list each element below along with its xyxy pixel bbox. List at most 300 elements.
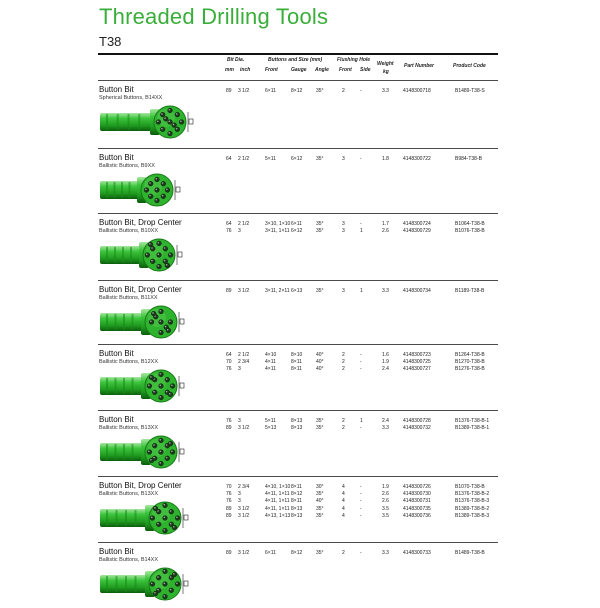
cell-flush-front: 2	[342, 418, 345, 424]
cell-gauge-buttons: 6×13	[291, 288, 303, 294]
bit-flute	[132, 444, 134, 460]
cell-angle: 35°	[316, 505, 324, 512]
section-description: Ballistic Buttons, B12XX	[99, 359, 159, 365]
carbide-button-shine	[176, 583, 178, 585]
carbide-button	[172, 525, 177, 530]
cell-product-code: B1076-T38-B	[455, 228, 485, 235]
cell-part-number: 4148300733	[403, 550, 431, 556]
cell-flush-front: 3	[342, 288, 345, 294]
col-header-front: Front	[265, 67, 278, 73]
table-row	[98, 513, 498, 520]
carbide-button-shine	[173, 526, 175, 528]
bit-flute	[106, 576, 108, 592]
carbide-button-shine	[157, 589, 159, 591]
cell-front-buttons: 4×11, 1×11	[265, 498, 290, 505]
carbide-button-shine	[173, 124, 175, 126]
section-description: Ballistic Buttons, B13XX	[99, 491, 159, 497]
carbide-button-shine	[153, 444, 155, 446]
carbide-button-shine	[171, 451, 173, 453]
cell-weight: 3.3	[382, 425, 389, 432]
carbide-button	[168, 253, 173, 258]
carbide-button	[165, 188, 170, 193]
cell-flush-side: 1	[360, 418, 363, 424]
section-description: Ballistic Buttons, B14XX	[99, 557, 159, 563]
carbide-button-shine	[153, 391, 155, 393]
cell-weight: 2.4	[382, 418, 389, 424]
bit-flute	[135, 576, 137, 592]
carbide-button-shine	[151, 260, 153, 262]
carbide-button	[166, 328, 171, 333]
bit-flute	[116, 576, 118, 592]
cell-front-buttons: 4×13, 1×13	[265, 512, 291, 519]
table-row	[98, 156, 498, 163]
col-header-inch: inch	[240, 67, 251, 73]
carbide-button	[163, 116, 168, 121]
cell-angle: 40°	[316, 366, 324, 373]
table-row	[98, 352, 498, 359]
section-divider	[98, 280, 498, 281]
cell-part-number: 4148300728	[403, 418, 431, 424]
cell-part-number: 4148300724	[403, 221, 431, 227]
section-divider	[98, 476, 498, 477]
bit-head-highlight	[152, 571, 170, 589]
cell-weight: 2.6	[382, 228, 389, 235]
carbide-button	[163, 246, 168, 251]
cell-flush-side: -	[360, 359, 362, 366]
table-row	[98, 228, 498, 235]
cell-part-number: 4148300723	[403, 352, 431, 358]
cell-flush-side: -	[360, 352, 362, 358]
bit-flute	[117, 114, 119, 130]
bit-illustration	[98, 172, 198, 208]
carbide-button-shine	[146, 254, 148, 256]
bit-flute	[125, 576, 127, 592]
cell-weight: 1.7	[382, 221, 389, 227]
cell-flush-front: 3	[342, 228, 345, 235]
carbide-button-shine	[151, 247, 153, 249]
cell-bit-dia-inch: 3 1/2	[238, 88, 250, 94]
carbide-button	[160, 127, 165, 132]
cell-gauge-buttons: 8×12	[291, 550, 303, 556]
cell-angle: 35°	[316, 221, 324, 227]
carbide-button-shine	[169, 254, 171, 256]
carbide-button	[168, 120, 173, 125]
bit-flute	[114, 247, 116, 263]
product-section	[98, 344, 498, 410]
cell-bit-dia-mm: 76	[226, 366, 232, 373]
carbide-button	[159, 395, 164, 400]
section-title: Button Bit	[99, 547, 134, 556]
bit-flute	[106, 444, 108, 460]
carbide-button-shine	[160, 462, 162, 464]
bit-flute	[123, 314, 125, 330]
carbide-button-shine	[166, 378, 168, 380]
diameter-marker-box	[178, 252, 182, 257]
cell-bit-dia-mm: 89	[226, 88, 232, 94]
cell-angle: 30°	[316, 484, 324, 490]
bit-flute	[122, 247, 124, 263]
col-header-flushing-hole: Flushing Hole	[337, 57, 371, 63]
cell-weight: 1.9	[382, 359, 389, 366]
table-row	[98, 366, 498, 373]
cell-front-buttons: 6×11	[265, 550, 276, 556]
cell-flush-front: 2	[342, 88, 345, 94]
drill-bit-image	[98, 304, 198, 340]
carbide-button-shine	[164, 570, 166, 572]
col-header-kg: kg	[383, 69, 389, 75]
cell-angle: 35°	[316, 156, 324, 162]
carbide-button-shine	[157, 576, 159, 578]
table-row	[98, 88, 498, 95]
bit-illustration	[98, 566, 198, 602]
bit-head-highlight	[148, 439, 166, 457]
carbide-button-shine	[149, 195, 151, 197]
bit-flute	[121, 182, 123, 198]
cell-front-buttons: 3×10, 1×10	[265, 221, 291, 227]
cell-flush-front: 2	[342, 352, 345, 358]
product-section	[98, 280, 498, 346]
cell-flush-side: -	[360, 484, 362, 490]
carbide-button-shine	[156, 189, 158, 191]
cell-product-code: B1389-T38-B-2	[455, 505, 490, 512]
cell-front-buttons: 4×11, 1×11	[265, 491, 290, 498]
bit-flute	[115, 444, 117, 460]
carbide-button	[170, 450, 175, 455]
cell-part-number: 4148300734	[403, 288, 431, 294]
cell-bit-dia-inch: 3 1/2	[238, 425, 250, 432]
cell-bit-dia-inch: 3	[238, 491, 241, 498]
cell-bit-dia-inch: 3 1/2	[238, 512, 250, 519]
col-header-bit-dia: Bit Dia.	[227, 57, 245, 63]
cell-front-buttons: 5×11	[265, 156, 276, 162]
carbide-button	[149, 458, 154, 463]
section-divider	[98, 344, 498, 345]
cell-product-code: B1276-T38-B	[455, 366, 485, 373]
cell-gauge-buttons: 8×13	[291, 512, 303, 519]
carbide-button	[159, 461, 164, 466]
carbide-button-shine	[169, 393, 171, 395]
bit-flute	[106, 314, 108, 330]
cell-bit-dia-mm: 76	[226, 498, 232, 505]
cell-flush-front: 2	[342, 425, 345, 432]
bit-illustration	[98, 104, 198, 140]
cell-flush-side: -	[360, 88, 362, 94]
section-title: Button Bit, Drop Center	[99, 218, 182, 227]
carbide-button-shine	[151, 583, 153, 585]
cell-angle: 35°	[316, 288, 324, 294]
cell-front-buttons: 4×10	[265, 352, 277, 358]
cell-bit-dia-mm: 64	[226, 156, 232, 162]
bit-flute	[132, 378, 134, 394]
cell-product-code: B1389-T38-B-3	[455, 512, 490, 519]
cell-angle: 40°	[316, 359, 324, 366]
section-description: Ballistic Buttons, B13XX	[99, 425, 159, 431]
carbide-button-shine	[169, 109, 171, 111]
carbide-button	[165, 263, 170, 268]
section-description: Ballistic Buttons, B9XX	[99, 163, 155, 169]
carbide-button	[149, 375, 154, 380]
product-section	[98, 148, 498, 214]
carbide-button-shine	[169, 321, 171, 323]
cell-front-buttons: 3×11, 2×11	[265, 288, 290, 294]
carbide-button	[163, 569, 168, 574]
carbide-button	[151, 311, 156, 316]
section-description: Ballistic Buttons, B10XX	[99, 228, 159, 234]
carbide-button	[165, 377, 170, 382]
cell-product-code: B1264-T38-B	[455, 352, 485, 358]
section-divider	[98, 80, 498, 81]
carbide-button-shine	[173, 573, 175, 575]
cell-part-number: 4148300727	[403, 366, 431, 373]
carbide-button	[163, 582, 168, 587]
cell-part-number: 4148300736	[403, 512, 431, 519]
carbide-button-shine	[164, 117, 166, 119]
cell-flush-side: -	[360, 498, 362, 505]
bit-illustration	[98, 368, 198, 404]
section-description: Ballistic Buttons, B11XX	[99, 295, 158, 301]
bit-flute	[132, 314, 134, 330]
carbide-button	[159, 330, 164, 335]
cell-product-code: B1489-T38-S	[455, 88, 485, 94]
carbide-button	[155, 188, 160, 193]
bit-flute	[115, 314, 117, 330]
cell-flush-side: 1	[360, 228, 363, 235]
carbide-button	[153, 591, 158, 596]
carbide-button	[159, 320, 164, 325]
bit-flute	[138, 114, 140, 130]
carbide-button	[161, 194, 166, 199]
carbide-button-shine	[164, 583, 166, 585]
carbide-button	[168, 131, 173, 136]
cell-flush-side: -	[360, 491, 362, 498]
cell-gauge-buttons: 8×13	[291, 418, 303, 424]
cell-bit-dia-inch: 3	[238, 228, 241, 235]
section-title: Button Bit	[99, 85, 134, 94]
carbide-button-shine	[166, 189, 168, 191]
cell-flush-front: 3	[342, 156, 345, 162]
carbide-button-shine	[176, 128, 178, 130]
carbide-button-shine	[160, 385, 162, 387]
product-section	[98, 213, 498, 279]
cell-bit-dia-inch: 3	[238, 366, 241, 373]
carbide-button-shine	[154, 592, 156, 594]
carbide-button-shine	[164, 260, 166, 262]
bit-flute	[106, 247, 108, 263]
cell-angle: 35°	[316, 418, 324, 424]
carbide-button-shine	[150, 459, 152, 461]
drill-bit-image	[98, 104, 198, 140]
cell-weight: 3.3	[382, 550, 389, 556]
carbide-button	[155, 177, 160, 182]
cell-weight: 2.4	[382, 366, 389, 373]
bit-flute	[128, 114, 130, 130]
cell-product-code: B1064-T38-B	[455, 221, 485, 227]
carbide-button-shine	[158, 254, 160, 256]
carbide-button-shine	[148, 451, 150, 453]
carbide-button-shine	[160, 396, 162, 398]
cell-gauge-buttons: 8×10	[291, 352, 303, 358]
table-row	[98, 418, 498, 425]
section-title: Button Bit, Drop Center	[99, 285, 182, 294]
carbide-button-shine	[164, 529, 166, 531]
bit-flute	[114, 182, 116, 198]
carbide-button	[145, 253, 150, 258]
carbide-button-shine	[157, 121, 159, 123]
carbide-button	[165, 456, 170, 461]
carbide-button	[159, 384, 164, 389]
carbide-button-shine	[169, 442, 171, 444]
cell-product-code: B1376-T38-B-1	[455, 418, 490, 424]
cell-flush-front: 4	[342, 505, 345, 512]
carbide-button	[148, 181, 153, 186]
bit-illustration	[98, 304, 198, 340]
cell-flush-side: -	[360, 221, 362, 227]
cell-angle: 35°	[316, 550, 324, 556]
section-title: Button Bit	[99, 349, 134, 358]
cell-angle: 40°	[316, 352, 324, 358]
carbide-button	[157, 241, 162, 246]
carbide-button	[148, 194, 153, 199]
cell-weight: 2.6	[382, 491, 389, 498]
bit-flute	[123, 444, 125, 460]
drill-bit-image	[98, 434, 198, 470]
cell-bit-dia-mm: 70	[226, 359, 232, 366]
cell-bit-dia-inch: 3 1/2	[238, 550, 250, 556]
cell-flush-side: -	[360, 505, 362, 512]
carbide-button	[170, 384, 175, 389]
col-header-weight: Weight	[377, 61, 394, 67]
cell-weight: 3.3	[382, 88, 389, 94]
product-section	[98, 476, 498, 542]
carbide-button	[168, 320, 173, 325]
cell-bit-dia-inch: 2 3/4	[238, 359, 250, 366]
cell-gauge-buttons: 8×11	[291, 484, 302, 490]
bit-flute	[106, 114, 108, 130]
carbide-button	[160, 112, 165, 117]
carbide-button-shine	[164, 247, 166, 249]
cell-bit-dia-inch: 2 1/2	[238, 156, 250, 162]
cell-bit-dia-mm: 76	[226, 418, 232, 424]
carbide-button-shine	[160, 310, 162, 312]
cell-front-buttons: 6×11	[265, 88, 276, 94]
cell-part-number: 4148300725	[403, 359, 431, 366]
bit-flute	[115, 378, 117, 394]
cell-flush-front: 2	[342, 550, 345, 556]
carbide-button	[159, 438, 164, 443]
table-row	[98, 221, 498, 228]
cell-weight: 1.6	[382, 352, 389, 358]
carbide-button-shine	[158, 242, 160, 244]
cell-angle: 35°	[316, 425, 324, 432]
carbide-button	[157, 264, 162, 269]
carbide-button-shine	[160, 451, 162, 453]
diameter-marker-box	[180, 319, 184, 324]
carbide-button-shine	[166, 264, 168, 266]
carbide-button	[149, 320, 154, 325]
cell-weight: 1.9	[382, 484, 389, 490]
carbide-button-shine	[162, 182, 164, 184]
carbide-button-shine	[148, 385, 150, 387]
cell-weight: 3.5	[382, 505, 389, 512]
carbide-button-shine	[169, 132, 171, 134]
cell-bit-dia-inch: 2 1/2	[238, 221, 250, 227]
carbide-button-shine	[166, 457, 168, 459]
carbide-button-shine	[176, 113, 178, 115]
carbide-button-shine	[169, 121, 171, 123]
cell-angle: 35°	[316, 88, 324, 94]
carbide-button	[161, 181, 166, 186]
cell-weight: 3.5	[382, 512, 389, 519]
carbide-button-shine	[150, 321, 152, 323]
col-header-buttons-size: Buttons and Size (mm)	[268, 57, 323, 63]
diameter-marker-box	[180, 383, 184, 388]
cell-part-number: 4148300732	[403, 425, 431, 432]
bit-flute	[106, 378, 108, 394]
carbide-button-shine	[166, 444, 168, 446]
carbide-button	[147, 384, 152, 389]
carbide-button-shine	[160, 439, 162, 441]
cell-bit-dia-mm: 89	[226, 288, 232, 294]
product-section	[98, 410, 498, 476]
diameter-marker-box	[176, 187, 180, 192]
carbide-button	[150, 582, 155, 587]
cell-bit-dia-mm: 89	[226, 425, 232, 432]
carbide-button	[175, 127, 180, 132]
drill-bit-image	[98, 368, 198, 404]
cell-bit-dia-inch: 2 3/4	[238, 484, 250, 490]
carbide-button-shine	[152, 312, 154, 314]
cell-product-code: B1389-T38-B-1	[455, 425, 490, 432]
bit-flute	[106, 182, 108, 198]
cell-part-number: 4148300729	[403, 228, 431, 235]
cell-gauge-buttons: 8×11	[291, 359, 302, 366]
table-row	[98, 506, 498, 513]
drill-bit-image	[98, 566, 198, 602]
cell-flush-side: -	[360, 156, 362, 162]
cell-product-code: B1189-T38-B	[455, 288, 485, 294]
carbide-button-shine	[150, 376, 152, 378]
cell-front-buttons: 5×13	[265, 425, 277, 432]
col-header-flush-front: Front	[339, 67, 352, 73]
carbide-button-shine	[158, 265, 160, 267]
table-row	[98, 498, 498, 505]
cell-flush-front: 4	[342, 484, 345, 490]
cell-product-code: B984-T38-B	[455, 156, 482, 162]
cell-bit-dia-mm: 64	[226, 221, 232, 227]
table-row	[98, 484, 498, 491]
drill-bit-image	[98, 237, 198, 273]
cell-part-number: 4148300722	[403, 156, 431, 162]
section-divider	[98, 213, 498, 214]
carbide-button	[148, 242, 153, 247]
carbide-button-shine	[145, 189, 147, 191]
bit-flute	[129, 182, 131, 198]
cell-bit-dia-mm: 70	[226, 484, 232, 490]
carbide-button	[163, 594, 168, 599]
cell-product-code: B1489-T38-B	[455, 550, 485, 556]
section-title: Button Bit	[99, 153, 134, 162]
carbide-button-shine	[156, 178, 158, 180]
diameter-marker-box	[184, 581, 188, 586]
section-title: Button Bit	[99, 415, 134, 424]
cell-part-number: 4148300730	[403, 491, 431, 498]
cell-product-code: B1376-T38-B-2	[455, 491, 490, 498]
product-section	[98, 542, 498, 608]
cell-flush-front: 2	[342, 359, 345, 366]
cell-front-buttons: 4×11, 1×11	[265, 505, 290, 512]
cell-part-number: 4148300726	[403, 484, 431, 490]
carbide-button	[163, 528, 168, 533]
